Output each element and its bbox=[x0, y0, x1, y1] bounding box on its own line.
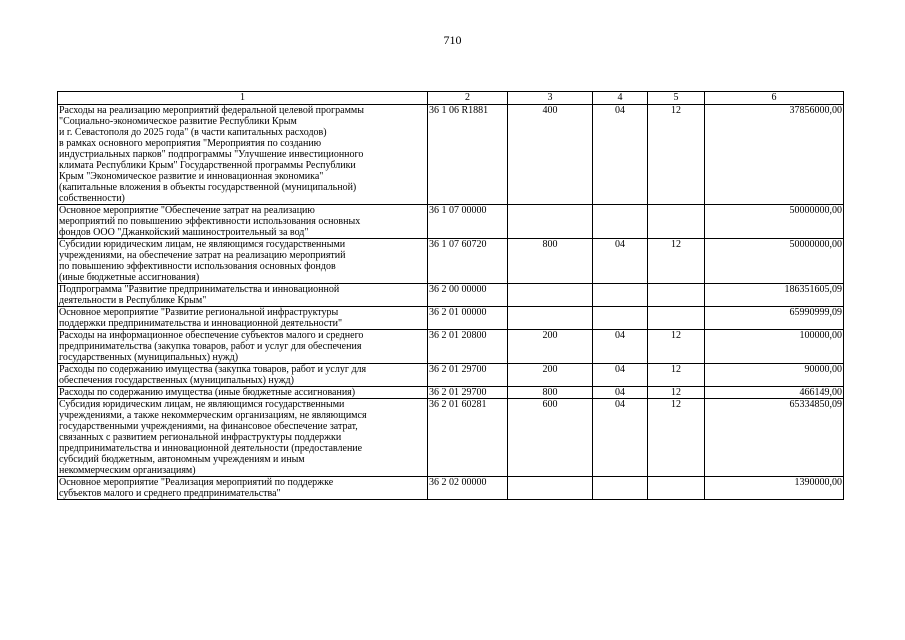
row-name: Расходы на информационное обеспечение субъектов малого и среднего предпринимательства (закупка товаров, работ и услуг для обеспечения государственных (муниципальных) нужд) bbox=[58, 330, 428, 364]
row-name: Расходы на реализацию мероприятий федеральной целевой программы "Социально-экономическое развитие Республики Крым и г. Севастополя до 2025 года" (в части капитальных расходов) в рамках основного мероприятия "Мероприятия по созданию индустриальных парков" подпрограммы "Улучшение инвестиционного климата Республики Крым" Государственной программы Республики Крым "Экономическое развитие и инновационная экономика" (капитальные вложения в объекты государственной (муниципальной) собственности) bbox=[58, 105, 428, 205]
column-header-6: 6 bbox=[705, 92, 844, 105]
row-col5: 12 bbox=[648, 105, 705, 205]
row-col5: 12 bbox=[648, 399, 705, 477]
row-col5 bbox=[648, 284, 705, 307]
table-row bbox=[58, 307, 844, 330]
row-col5 bbox=[648, 307, 705, 330]
row-col3: 600 bbox=[508, 399, 593, 477]
row-name: Субсидии юридическим лицам, не являющимся государственными учреждениями, на обеспечение затрат на реализацию мероприятий по повышению эффективности использования основных фондов (иные бюджетные ассигнования) bbox=[58, 239, 428, 284]
row-col5: 12 bbox=[648, 387, 705, 399]
table-row bbox=[58, 477, 844, 500]
row-col5: 12 bbox=[648, 330, 705, 364]
row-col3: 800 bbox=[508, 387, 593, 399]
row-col4: 04 bbox=[593, 105, 648, 205]
column-header-5: 5 bbox=[648, 92, 705, 105]
row-amount: 186351605,09 bbox=[705, 284, 844, 307]
row-amount: 65334850,09 bbox=[705, 399, 844, 477]
row-name: Основное мероприятие "Развитие региональной инфраструктуры поддержки предпринимательства и инновационной деятельности" bbox=[58, 307, 428, 330]
table-row bbox=[58, 399, 844, 477]
budget-table bbox=[57, 91, 844, 500]
row-col5 bbox=[648, 205, 705, 239]
row-col4 bbox=[593, 205, 648, 239]
row-col5: 12 bbox=[648, 364, 705, 387]
row-col3 bbox=[508, 284, 593, 307]
row-code: 36 2 01 00000 bbox=[428, 307, 508, 330]
row-col3 bbox=[508, 477, 593, 500]
row-code: 36 2 02 00000 bbox=[428, 477, 508, 500]
row-name: Подпрограмма "Развитие предпринимательства и инновационной деятельности в Республике Крым" bbox=[58, 284, 428, 307]
table-row bbox=[58, 387, 844, 399]
row-col5: 12 bbox=[648, 239, 705, 284]
row-col4: 04 bbox=[593, 330, 648, 364]
row-amount: 65990999,09 bbox=[705, 307, 844, 330]
row-name: Основное мероприятие "Обеспечение затрат на реализацию мероприятий по повышению эффективности использования основных фондов ООО "Джанкойский машиностроительный за вод" bbox=[58, 205, 428, 239]
column-header-2: 2 bbox=[428, 92, 508, 105]
row-amount: 466149,00 bbox=[705, 387, 844, 399]
row-code: 36 2 00 00000 bbox=[428, 284, 508, 307]
row-code: 36 2 01 29700 bbox=[428, 364, 508, 387]
table-row bbox=[58, 330, 844, 364]
row-code: 36 1 06 R1881 bbox=[428, 105, 508, 205]
row-name: Основное мероприятие "Реализация мероприятий по поддержке субъектов малого и среднего предпринимательства" bbox=[58, 477, 428, 500]
row-col3: 800 bbox=[508, 239, 593, 284]
table-row bbox=[58, 364, 844, 387]
row-col4: 04 bbox=[593, 364, 648, 387]
row-amount: 37856000,00 bbox=[705, 105, 844, 205]
page-number: 710 bbox=[443, 33, 462, 47]
column-header-4: 4 bbox=[593, 92, 648, 105]
row-col4 bbox=[593, 307, 648, 330]
table-row bbox=[58, 239, 844, 284]
row-col3 bbox=[508, 205, 593, 239]
row-col3: 400 bbox=[508, 105, 593, 205]
row-col4: 04 bbox=[593, 387, 648, 399]
table-row bbox=[58, 105, 844, 205]
row-name: Субсидия юридическим лицам, не являющимся государственными учреждениями, а также некоммерческим организациям, не являющимся государственными учреждениями, на финансовое обеспечение затрат, связанных с развитием региональной инфраструктуры поддержки предпринимательства и инновационной деятельности (предоставление субсидий бюджетным, автономным учреждениям и иным некоммерческим организациям) bbox=[58, 399, 428, 477]
table-row bbox=[58, 284, 844, 307]
row-amount: 1390000,00 bbox=[705, 477, 844, 500]
row-code: 36 1 07 00000 bbox=[428, 205, 508, 239]
table-row bbox=[58, 205, 844, 239]
row-code: 36 2 01 60281 bbox=[428, 399, 508, 477]
row-amount: 100000,00 bbox=[705, 330, 844, 364]
row-code: 36 2 01 20800 bbox=[428, 330, 508, 364]
row-col4 bbox=[593, 284, 648, 307]
row-col4: 04 bbox=[593, 239, 648, 284]
row-col4: 04 bbox=[593, 399, 648, 477]
row-code: 36 2 01 29700 bbox=[428, 387, 508, 399]
table-header-row bbox=[58, 92, 844, 105]
row-name: Расходы по содержанию имущества (иные бюджетные ассигнования) bbox=[58, 387, 428, 399]
row-amount: 90000,00 bbox=[705, 364, 844, 387]
column-header-3: 3 bbox=[508, 92, 593, 105]
row-amount: 50000000,00 bbox=[705, 205, 844, 239]
row-col3: 200 bbox=[508, 330, 593, 364]
row-col3 bbox=[508, 307, 593, 330]
column-header-1: 1 bbox=[58, 92, 428, 105]
row-amount: 50000000,00 bbox=[705, 239, 844, 284]
row-col3: 200 bbox=[508, 364, 593, 387]
row-col5 bbox=[648, 477, 705, 500]
row-name: Расходы по содержанию имущества (закупка товаров, работ и услуг для обеспечения государственных (муниципальных) нужд) bbox=[58, 364, 428, 387]
row-code: 36 1 07 60720 bbox=[428, 239, 508, 284]
row-col4 bbox=[593, 477, 648, 500]
